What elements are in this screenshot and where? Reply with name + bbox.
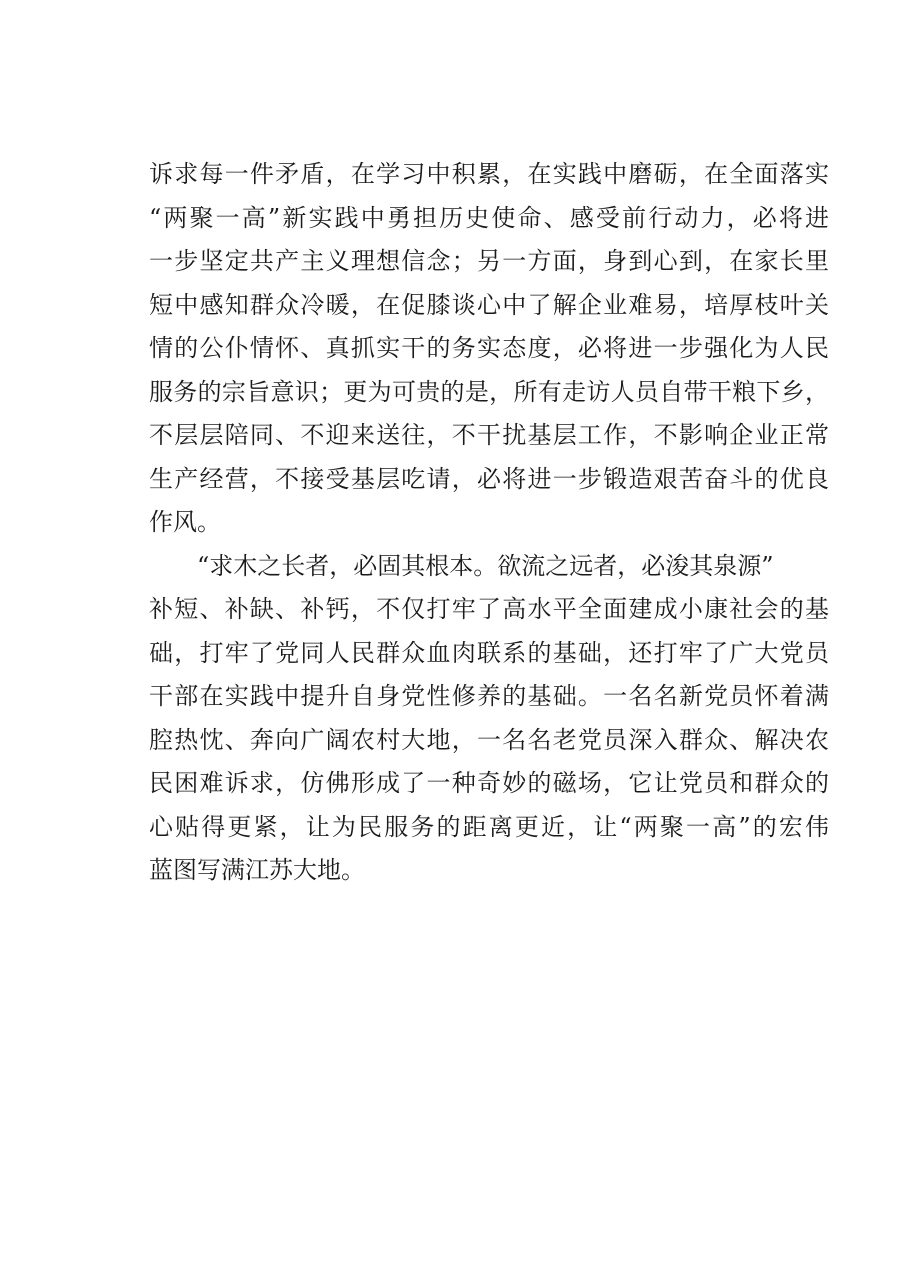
paragraph-line: 作风。 xyxy=(149,508,221,536)
paragraph-line: “求木之长者，必固其根本。欲流之远者，必浚其泉源” xyxy=(197,551,774,580)
paragraph-line: 一步坚定共产主义理想信念；另一方面，身到心到，在家长里 xyxy=(149,247,829,275)
paragraph-line: 短中感知群众冷暖，在促膝谈心中了解企业难易，培厚枝叶关 xyxy=(149,290,829,319)
paragraph-1 xyxy=(149,153,829,545)
paragraph-line: 诉求每一件矛盾，在学习中积累，在实践中磨砺，在全面落实 xyxy=(149,160,829,188)
paragraph-line: 补短、补缺、补钙，不仅打牢了高水平全面建成小康社会的基 xyxy=(149,595,829,623)
document-body xyxy=(149,153,829,893)
paragraph-line: 生产经营，不接受基层吃请，必将进一步锻造艰苦奋斗的优良 xyxy=(149,464,829,493)
paragraph-line: 干部在实践中提升自身党性修养的基础。一名名新党员怀着满 xyxy=(149,682,829,710)
paragraph-line: 服务的宗旨意识；更为可贵的是，所有走访人员自带干粮下乡， xyxy=(149,377,829,406)
paragraph-line: 民困难诉求，仿佛形成了一种奇妙的磁场，它让党员和群众的 xyxy=(149,769,829,797)
paragraph-2 xyxy=(149,545,829,893)
paragraph-line: 不层层陪同、不迎来送往，不干扰基层工作，不影响企业正常 xyxy=(149,421,829,449)
paragraph-line: “两聚一高”新实践中勇担历史使命、感受前行动力，必将进 xyxy=(149,203,829,232)
paragraph-line: 心贴得更紧，让为民服务的距离更近，让“两聚一高”的宏伟 xyxy=(149,812,829,841)
paragraph-line: 础，打牢了党同人民群众血肉联系的基础，还打牢了广大党员 xyxy=(149,638,829,667)
paragraph-line: 蓝图写满江苏大地。 xyxy=(149,856,365,884)
paragraph-line: 情的公仆情怀、真抓实干的务实态度，必将进一步强化为人民 xyxy=(149,334,829,362)
paragraph-line: 腔热忱、奔向广阔农村大地，一名名老党员深入群众、解决农 xyxy=(149,725,829,754)
